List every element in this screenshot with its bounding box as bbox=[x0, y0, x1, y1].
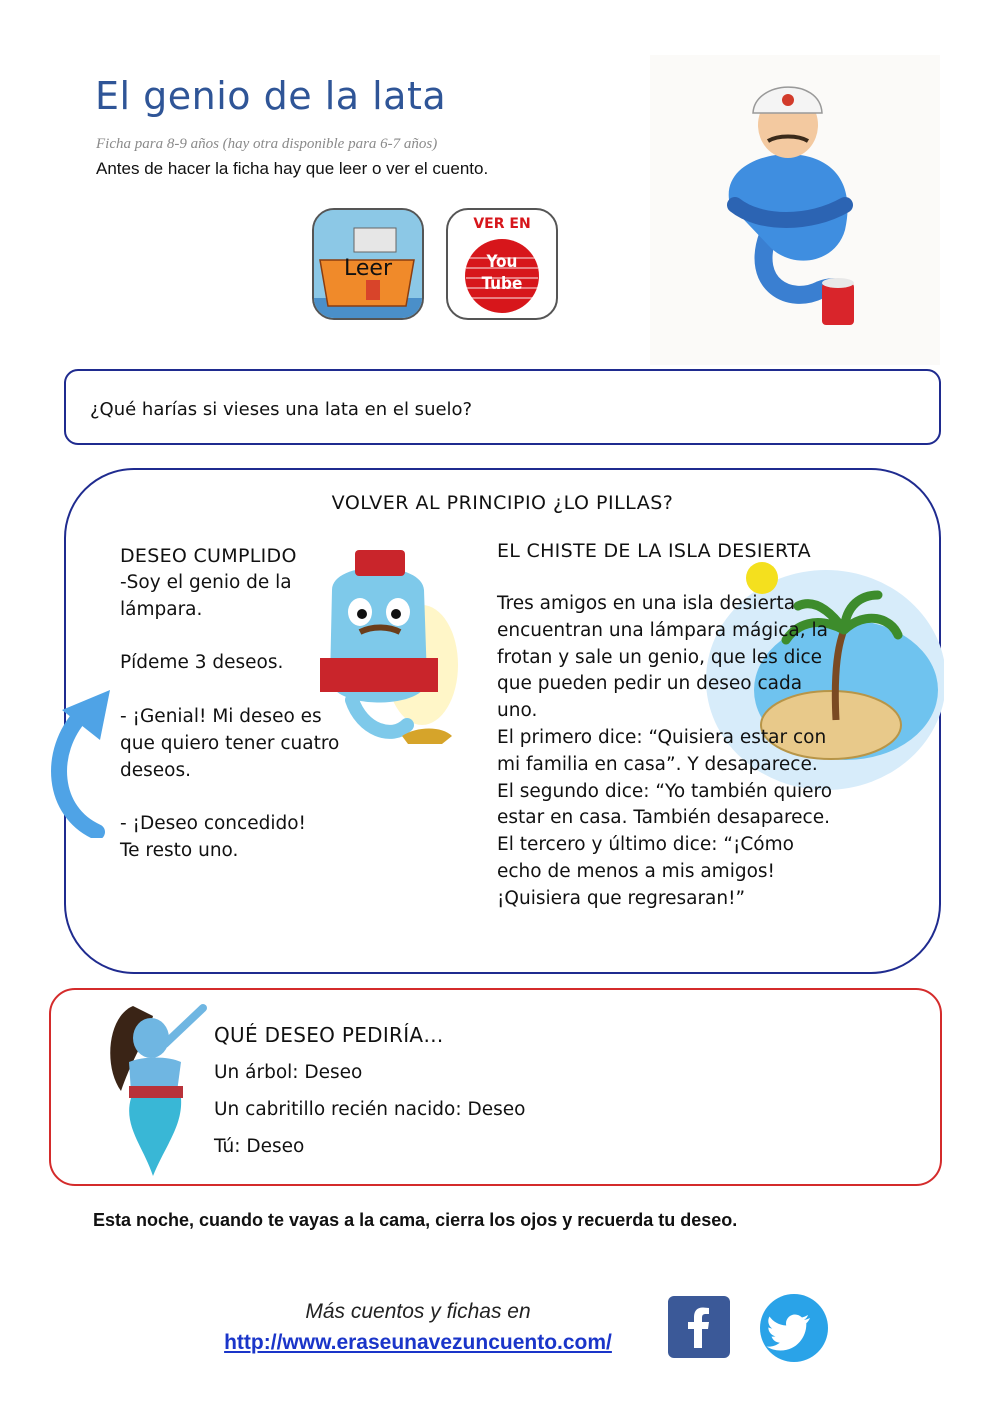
read-story-button[interactable] bbox=[312, 208, 424, 320]
question-text: ¿Qué harías si vieses una lata en el suelo? bbox=[90, 399, 473, 420]
wish-item: Un árbol: Deseo bbox=[214, 1062, 363, 1083]
closing-instruction: Esta noche, cuando te vayas a la cama, cierra los ojos y recuerda tu deseo. bbox=[93, 1210, 738, 1230]
youtube-caption: VER EN bbox=[473, 216, 531, 232]
youtube-button[interactable] bbox=[446, 208, 558, 320]
question-box bbox=[64, 369, 941, 445]
website-link[interactable]: http://www.eraseunavezuncuento.com/ bbox=[224, 1331, 612, 1354]
wishes-box bbox=[49, 988, 942, 1186]
genie-illustration bbox=[650, 55, 940, 365]
jokes-section-title: VOLVER AL PRINCIPIO ¿LO PILLAS? bbox=[331, 492, 674, 514]
genie-girl-illustration bbox=[93, 996, 213, 1182]
left-joke-text: -Soy el genio de la lámpara. Pídeme 3 deseos. - ¡Genial! Mi deseo es que quiero tener cuatro deseos. - ¡Deseo concedido! Te resto uno. bbox=[120, 572, 340, 861]
more-stories-text: Más cuentos y fichas en bbox=[305, 1300, 531, 1323]
right-joke-text: Tres amigos en una isla desierta encuentran una lámpara mágica, la frotan y sale un genio, que les dice que pueden pedir un deseo cada uno. El primero dice: “Quisiera estar con mi familia en casa”. Y desaparece. El segundo dice: “Yo también quiero estar en casa. También desaparece. El tercero y último dice: “¡Cómo echo de menos a mis amigos! ¡Quisiera que regresaran!” bbox=[497, 593, 833, 909]
wish-item: Un cabritillo recién nacido: Deseo bbox=[214, 1099, 526, 1120]
facebook-glyph bbox=[668, 1296, 730, 1358]
youtube-word-you: You bbox=[486, 252, 518, 272]
left-joke-title: DESEO CUMPLIDO bbox=[120, 545, 297, 567]
right-joke-title: EL CHISTE DE LA ISLA DESIERTA bbox=[497, 540, 811, 562]
curved-arrow-icon bbox=[42, 682, 122, 838]
page-subtitle: Ficha para 8-9 años (hay otra disponible para 6-7 años) bbox=[96, 136, 438, 152]
youtube-word-tube: Tube bbox=[481, 274, 523, 294]
jokes-box bbox=[64, 468, 941, 974]
facebook-icon[interactable] bbox=[668, 1296, 730, 1358]
wishes-title: QUÉ DESEO PEDIRÍA… bbox=[214, 1023, 444, 1047]
wish-item: Tú: Deseo bbox=[214, 1136, 305, 1157]
twitter-bird-glyph bbox=[760, 1294, 828, 1362]
page-title: El genio de la lata bbox=[95, 74, 447, 118]
intro-text: Antes de hacer la ficha hay que leer o ver el cuento. bbox=[96, 159, 489, 178]
twitter-icon[interactable] bbox=[760, 1294, 828, 1362]
read-label: Leer bbox=[344, 256, 392, 281]
